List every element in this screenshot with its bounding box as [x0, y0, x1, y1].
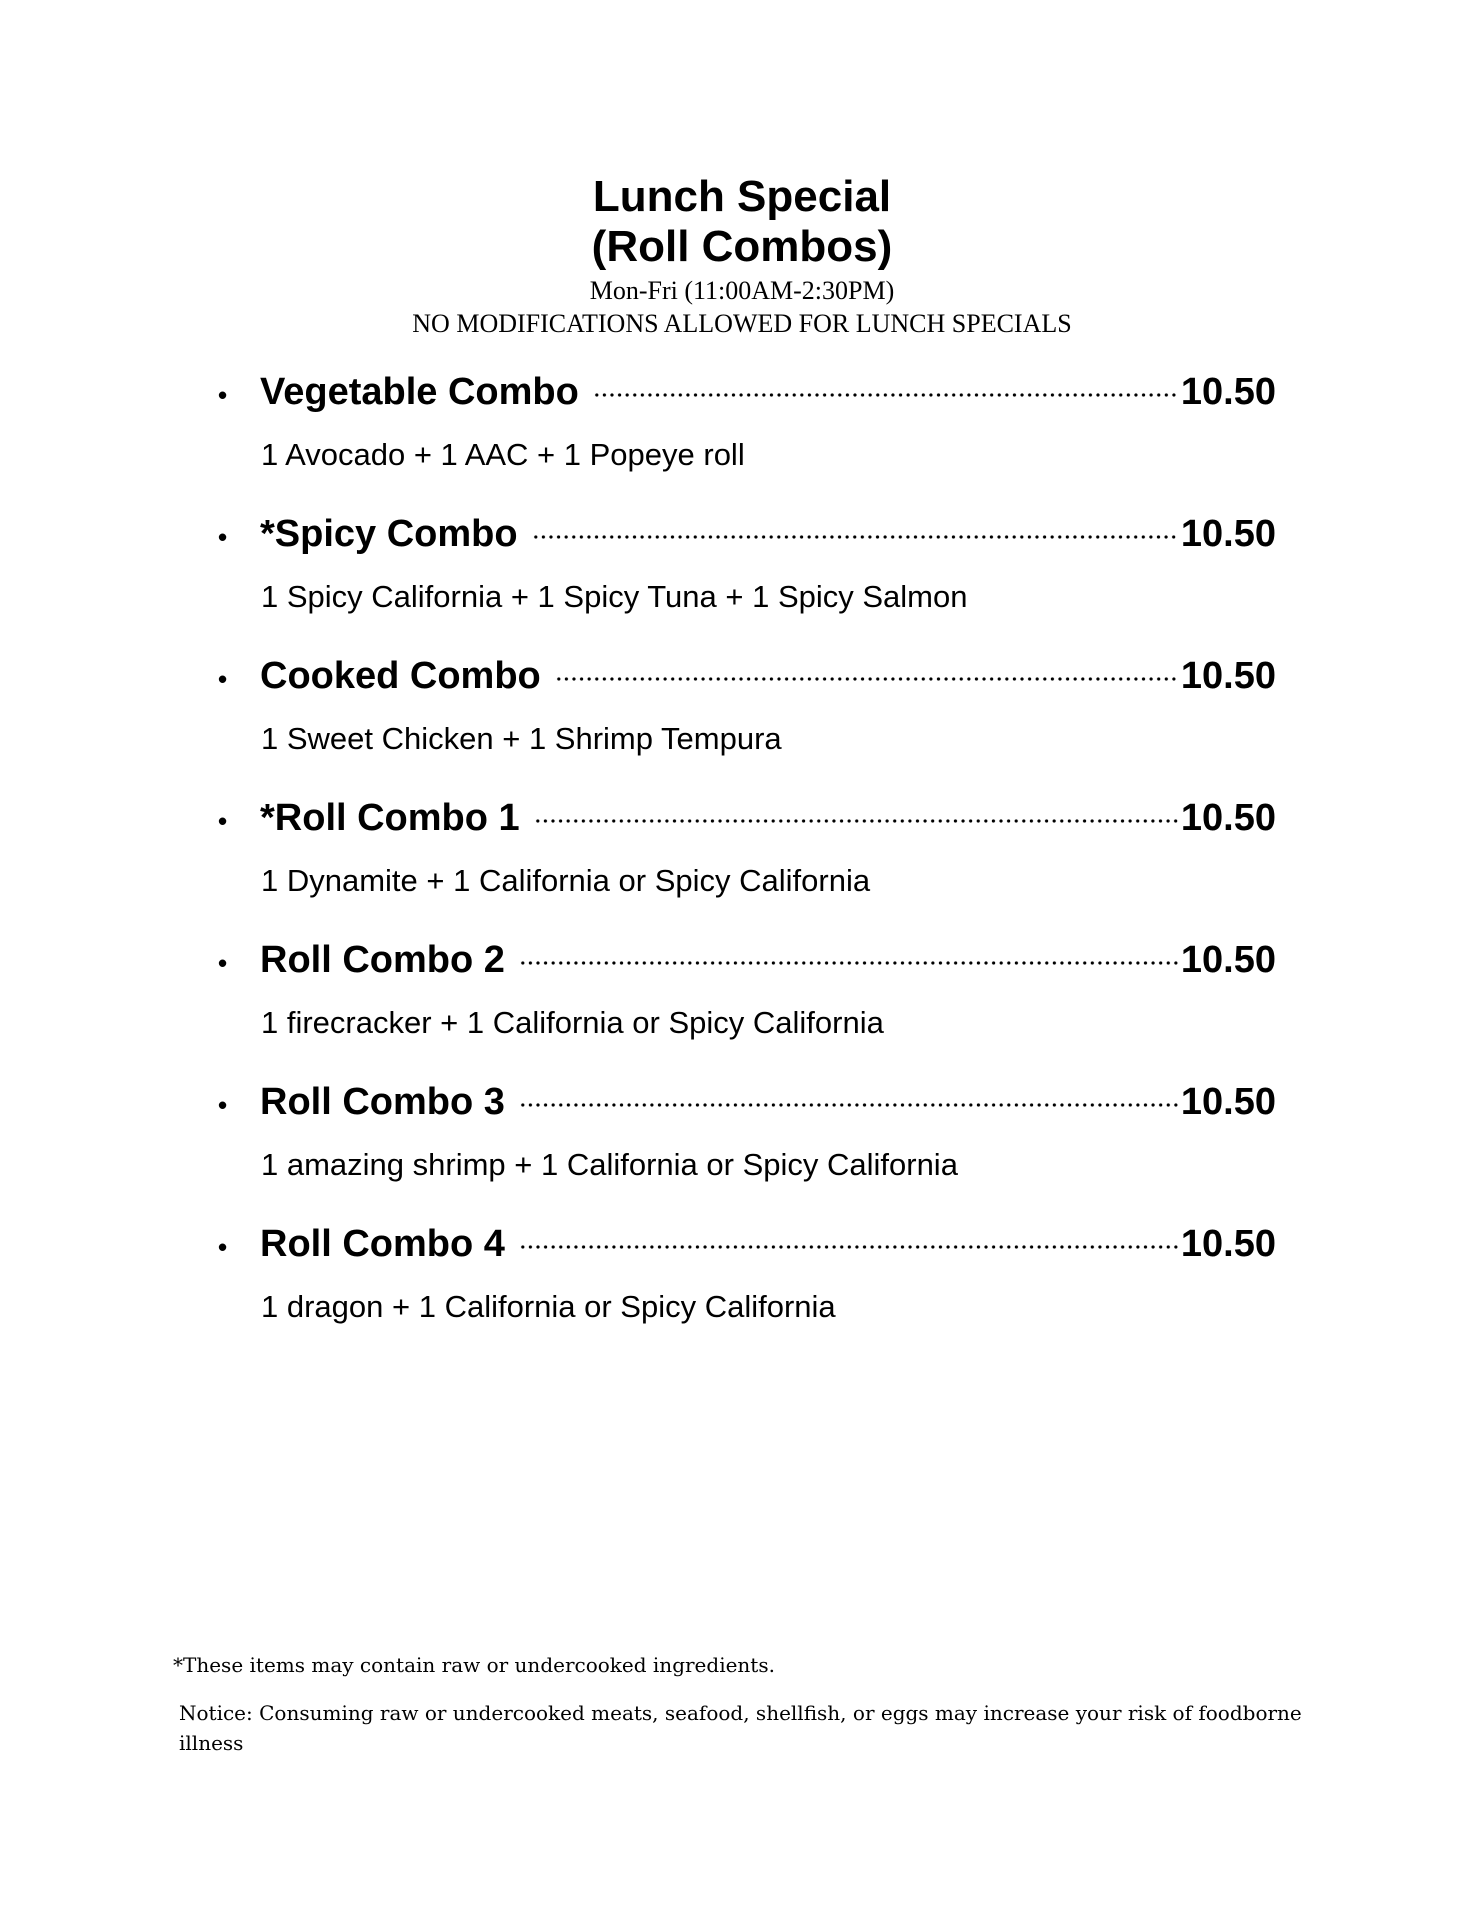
bullet-icon: •	[218, 1232, 228, 1262]
menu-item-price: 10.50	[1180, 797, 1276, 839]
bullet-icon: •	[218, 1090, 228, 1120]
bullet-icon: •	[218, 664, 228, 694]
menu-hours: Mon-Fri (11:00AM-2:30PM)	[589, 276, 895, 305]
menu-item	[0, 1075, 1484, 1217]
menu-header	[0, 172, 1484, 340]
menu-item-heading	[218, 933, 1276, 987]
menu-title-line2: (Roll Combos)	[591, 222, 893, 271]
dot-leader	[593, 393, 1179, 397]
menu-item-description: 1 Dynamite + 1 California or Spicy California	[261, 863, 871, 898]
raw-ingredients-note: *These items may contain raw or undercooked ingredients.	[173, 1653, 775, 1677]
menu-item-price: 10.50	[1180, 513, 1276, 555]
menu-item-price: 10.50	[1180, 1081, 1276, 1123]
menu-footer	[173, 1650, 1323, 1758]
menu-item	[0, 791, 1484, 933]
dot-leader	[555, 677, 1179, 681]
dot-leader	[534, 819, 1179, 823]
menu-item-heading	[218, 1217, 1276, 1271]
menu-title-line1: Lunch Special	[592, 172, 892, 221]
menu-item-name: Cooked Combo	[260, 655, 541, 697]
menu-item-description: 1 firecracker + 1 California or Spicy California	[261, 1005, 884, 1040]
menu-item	[0, 507, 1484, 649]
bullet-icon: •	[218, 380, 228, 410]
bullet-icon: •	[218, 522, 228, 552]
menu-item-description: 1 Spicy California + 1 Spicy Tuna + 1 Spicy Salmon	[261, 579, 968, 614]
menu-item-name: Roll Combo 4	[260, 1223, 505, 1265]
menu-item-heading	[218, 649, 1276, 703]
menu-item-heading	[218, 791, 1276, 845]
menu-item-price: 10.50	[1180, 371, 1276, 413]
menu-policy: NO MODIFICATIONS ALLOWED FOR LUNCH SPECIALS	[412, 309, 1072, 338]
menu-item-price: 10.50	[1180, 655, 1276, 697]
menu-item-description: 1 dragon + 1 California or Spicy California	[261, 1289, 836, 1324]
menu-item-description: 1 amazing shrimp + 1 California or Spicy California	[261, 1147, 958, 1182]
menu-item-heading	[218, 507, 1276, 561]
health-notice: Notice: Consuming raw or undercooked meats, seafood, shellfish, or eggs may increase your risk of foodborne illness	[179, 1701, 1302, 1755]
dot-leader	[519, 1245, 1179, 1249]
menu-item	[0, 933, 1484, 1075]
menu-item-price: 10.50	[1180, 1223, 1276, 1265]
bullet-icon: •	[218, 806, 228, 836]
bullet-icon: •	[218, 948, 228, 978]
menu-item	[0, 649, 1484, 791]
menu-item-description: 1 Avocado + 1 AAC + 1 Popeye roll	[261, 437, 745, 472]
dot-leader	[519, 1103, 1179, 1107]
menu-item-name: Roll Combo 3	[260, 1081, 505, 1123]
menu-item-name: *Spicy Combo	[260, 513, 518, 555]
menu-item-heading	[218, 365, 1276, 419]
dot-leader	[519, 961, 1179, 965]
menu-item-price: 10.50	[1180, 939, 1276, 981]
menu-item-heading	[218, 1075, 1276, 1129]
menu-item-name: Roll Combo 2	[260, 939, 505, 981]
menu-item-name: Vegetable Combo	[260, 371, 579, 413]
menu-item	[0, 1217, 1484, 1359]
menu-list	[0, 365, 1484, 1359]
menu-item-name: *Roll Combo 1	[260, 797, 520, 839]
menu-item-description: 1 Sweet Chicken + 1 Shrimp Tempura	[261, 721, 782, 756]
dot-leader	[532, 535, 1179, 539]
menu-item	[0, 365, 1484, 507]
